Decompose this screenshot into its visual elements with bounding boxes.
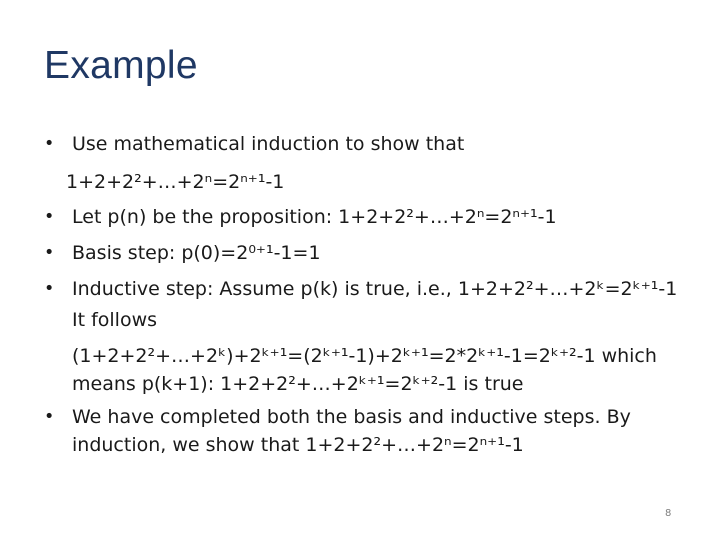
bullet-marker: •	[44, 207, 55, 227]
bullet-marker: •	[44, 407, 55, 427]
bullet-4-line-2: It follows	[72, 309, 158, 331]
slide-title: Example	[44, 44, 198, 87]
bullet-1-line-2: 1+2+2²+…+2ⁿ=2ⁿ⁺¹-1	[66, 171, 285, 193]
bullet-4-line-3: (1+2+2²+…+2ᵏ)+2ᵏ⁺¹=(2ᵏ⁺¹-1)+2ᵏ⁺¹=2*2ᵏ⁺¹-1=2ᵏ⁺²-1 which	[72, 345, 657, 367]
bullet-4-line-4: means p(k+1): 1+2+2²+…+2ᵏ⁺¹=2ᵏ⁺²-1 is true	[72, 373, 524, 395]
bullet-1-line-1: Use mathematical induction to show that	[72, 133, 465, 155]
bullet-5-line-1: We have completed both the basis and inductive steps. By	[72, 406, 631, 428]
bullet-marker: •	[44, 243, 55, 263]
bullet-2-line-1: Let p(n) be the proposition: 1+2+2²+…+2ⁿ=2ⁿ⁺¹-1	[72, 206, 557, 228]
bullet-5-line-2: induction, we show that 1+2+2²+…+2ⁿ=2ⁿ⁺¹-1	[72, 434, 524, 456]
bullet-marker: •	[44, 134, 55, 154]
bullet-4-line-1: Inductive step: Assume p(k) is true, i.e., 1+2+2²+…+2ᵏ=2ᵏ⁺¹-1	[72, 278, 678, 300]
page-number: 8	[665, 508, 672, 519]
bullet-3-line-1: Basis step: p(0)=2⁰⁺¹-1=1	[72, 242, 321, 264]
bullet-marker: •	[44, 279, 55, 299]
